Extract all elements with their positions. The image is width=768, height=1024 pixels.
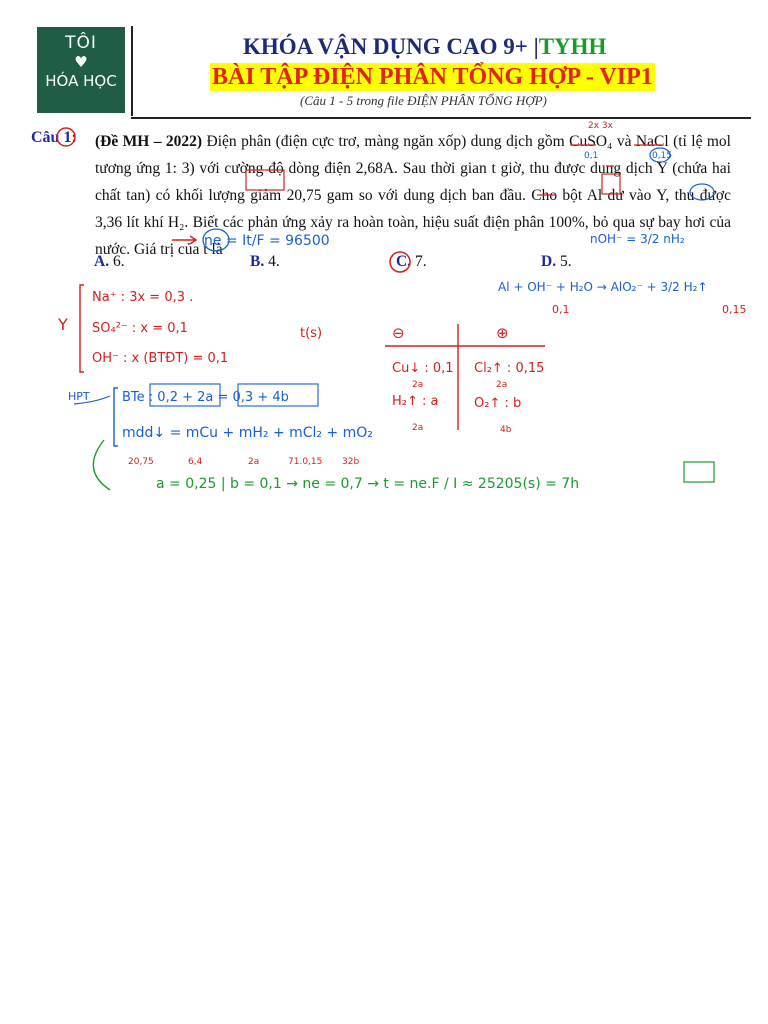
mass-val-2: 6,4	[188, 457, 203, 467]
worksheet-title: BÀI TẬP ĐIỆN PHÂN TỔNG HỢP - VIP1	[212, 64, 653, 90]
cathode-cu-e: 2a	[412, 380, 424, 390]
ne-formula: ne = It/F = 96500	[204, 233, 330, 249]
logo-line2: HÓA HỌC	[45, 72, 117, 90]
anode-sign: ⊕	[496, 324, 509, 342]
electron-balance: BTe : 0,2 + 2a = 0,3 + 4b	[122, 390, 289, 405]
al-coef2: 0,15	[722, 303, 747, 316]
logo-line1: TÔI	[65, 33, 97, 53]
anode-o2: O₂↑ : b	[474, 396, 522, 411]
note-01: 0,1	[584, 151, 599, 161]
question-body: Điện phân (điện cực trơ, màng ngăn xốp) dung dịch gồm CuSO₄ và NaCl (tỉ lệ mol tương ứng 1: 3) với cường độ dòng điện 2,68A. Sau thời gian t giờ, thu được dung dịch Y (chứa hai chất tan) có khối lượng giảm 20,75 gam so với dung dịch ban đầu. Cho bột Al dư vào Y, thu được 3,36 lít khí H₂. Biết các phản ứng xảy ra hoàn toàn, hiệu suất điện phân 100%, bỏ qua sự bay hơi của nước. Giá trị của t là	[95, 133, 731, 258]
anode-cl2-e: 2a	[496, 380, 508, 390]
y-label: Y	[58, 315, 68, 334]
answer-circle	[390, 252, 410, 272]
cathode-h2: H₂↑ : a	[392, 394, 439, 409]
option-a[interactable]: A. 6.	[94, 253, 125, 270]
question-label: Câu 1:	[31, 129, 77, 146]
mass-val-5: 32b	[342, 457, 360, 467]
mass-val-1: 20,75	[128, 457, 154, 467]
y-so4: SO₄²⁻ : x = 0,1	[92, 321, 188, 336]
course-title-accent: TYHH	[538, 34, 607, 59]
cathode-cu: Cu↓ : 0,1	[392, 361, 454, 376]
mass-val-4: 71.0,15	[288, 457, 323, 467]
option-b[interactable]: B. 4.	[250, 253, 280, 270]
anode-cl2: Cl₂↑ : 0,15	[474, 361, 545, 376]
al-equation: Al + OH⁻ + H₂O → AlO₂⁻ + 3/2 H₂↑	[498, 280, 708, 294]
y-oh: OH⁻ : x (BTĐT) = 0,1	[92, 351, 229, 366]
cathode-sign: ⊖	[392, 324, 405, 342]
noh-relation: nOH⁻ = 3/2 nH₂	[590, 232, 685, 246]
question-number-circle	[57, 128, 75, 146]
worksheet-note: (Câu 1 - 5 trong file ĐIỆN PHÂN TỔNG HỢP)	[300, 93, 547, 108]
course-title-main: KHÓA VẬN DỤNG CAO 9+ |	[243, 34, 539, 59]
anode-o2-e: 4b	[500, 425, 512, 435]
solution-line: a = 0,25 | b = 0,1 → ne = 0,7 → t = ne.F / I ≈ 25205(s) = 7h	[156, 476, 580, 492]
option-c[interactable]: C. 7.	[396, 253, 427, 270]
y-na: Na⁺ : 3x = 0,3 .	[92, 290, 194, 305]
mass-val-3: 2a	[248, 457, 260, 467]
note-top: 2x 3x	[588, 121, 613, 131]
cathode-h2-e: 2a	[412, 423, 424, 433]
hpt-label: HPT	[68, 390, 90, 403]
time-label: t(s)	[300, 326, 323, 341]
question-source: (Đề MH – 2022)	[95, 133, 203, 150]
heart-icon: ♥	[74, 53, 88, 71]
mass-balance: mdd↓ = mCu + mH₂ + mCl₂ + mO₂	[122, 425, 373, 441]
al-coef1: 0,1	[552, 303, 570, 316]
option-d[interactable]: D. 5.	[541, 253, 572, 270]
note-015: 0,15	[652, 151, 673, 161]
